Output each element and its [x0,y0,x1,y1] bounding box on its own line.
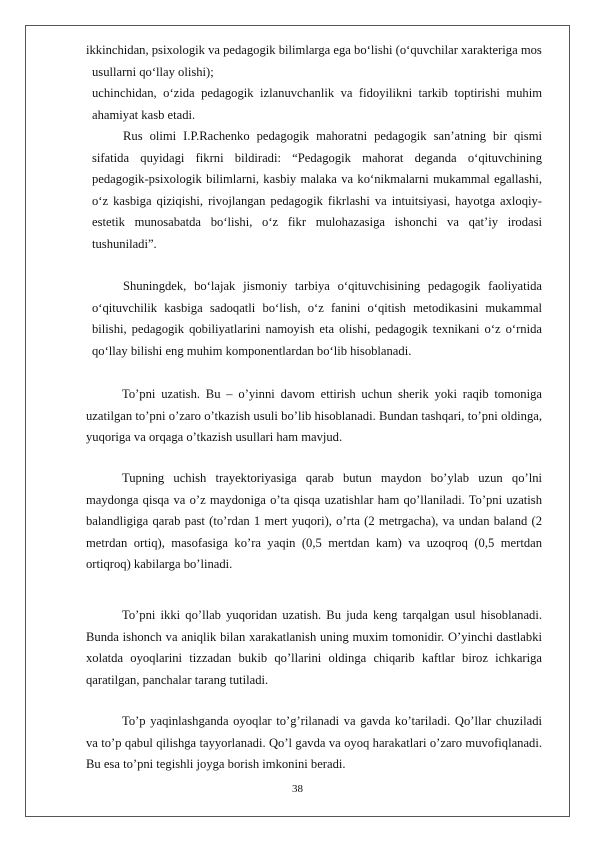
paragraph-5: To’pni uzatish. Bu – o’yinni davom ettirish uchun sherik yoki raqib tomoniga uzatilgan to’pni o’zaro o’tkazish usuli bo’lib hisoblanadi. Bundan tashqari, to’pni oldinga, yuqoriga va orqaga o’tkazish usullari ham mavjud. [86,387,542,444]
paragraph-6: Tupning uchish trayektoriyasiga qarab butun maydon bo’ylab uzun qo’lni maydonga qisqa va o’z maydoniga o’ta qisqa uzatishlar ham qo’llaniladi. To’pni uzatish balandligiga qarab past (to’rdan 1 mert yuqori), o’rta (2 metrgacha), va undan baland (2 metrdan ortiq), masofasiga ko’ra yaqin (0,5 mertdan kam) va uzoqroq (0,5 mertdan ortiqroq) kabilarga bo’linadi. [86,471,542,571]
paragraph-8: To’p yaqinlashganda oyoqlar to’g’rilanadi va gavda ko’tariladi. Qo’llar chuziladi va to’p qabul qilishga tayyorlanadi. Qo’l gavda va oyoq harakatlari o’zaro muvofiqlanadi. Bu esa to’pni tegishli joyga borish imkonini beradi. [86,714,542,771]
paragraph-3: Rus olimi I.P.Rachenko pedagogik mahoratni pedagogik san’atning bir qismi sifatida quyidagi fikrni bildiradi: “Pedagogik mahorat deganda o‘qituvchining pedagogik-psixologik bilimlarni, kasbiy malaka va ko‘nikmalarni mukammal egallashi, o‘z kasbiga qiziqishi, rivojlangan pedagogik fikrlashi va intuitsiyasi, hayotga axloqiy-estetik munosabatda bo‘lishi, o‘z fikr mulohazasiga ishonchi va qat’iy irodasi tushuniladi”. [92,129,542,251]
paragraph-4: Shuningdek, bo‘lajak jismoniy tarbiya o‘qituvchisining pedagogik faoliyatida o‘qituvchilik kasbiga sadoqatli bo‘lish, o‘z fanini o‘qitish metodikasini mukammal bilishi, pedagogik qobiliyatlarini namoyish eta olishi, pedagogik texnikani o‘z o‘rnida qo‘llay bilishi eng muhim komponentlardan bo‘lib hisoblanadi. [92,279,542,358]
paragraph-1: ikkinchidan, psixologik va pedagogik bilimlarga ega bo‘lishi (o‘quvchilar xarakteriga mos usullarni qo‘llay olishi); [86,43,542,79]
paragraph-7: To’pni ikki qo’llab yuqoridan uzatish. Bu juda keng tarqalgan usul hisoblanadi. Bunda ishonch va aniqlik bilan xarakatlanish uning muxim tomonidir. O’yinchi dastlabki xolatda oyoqlarini tizzadan bukib qo’llarini oldinga chiqarib kaftlar biroz ichkariga qaratilgan, panchalar tarang tutiladi. [86,608,542,687]
paragraph-2: uchinchidan, o‘zida pedagogik izlanuvchanlik va fidoyilikni tarkib toptirishi muhim ahamiyat kasb etadi. [92,86,542,122]
page-number: 38 [292,783,303,795]
